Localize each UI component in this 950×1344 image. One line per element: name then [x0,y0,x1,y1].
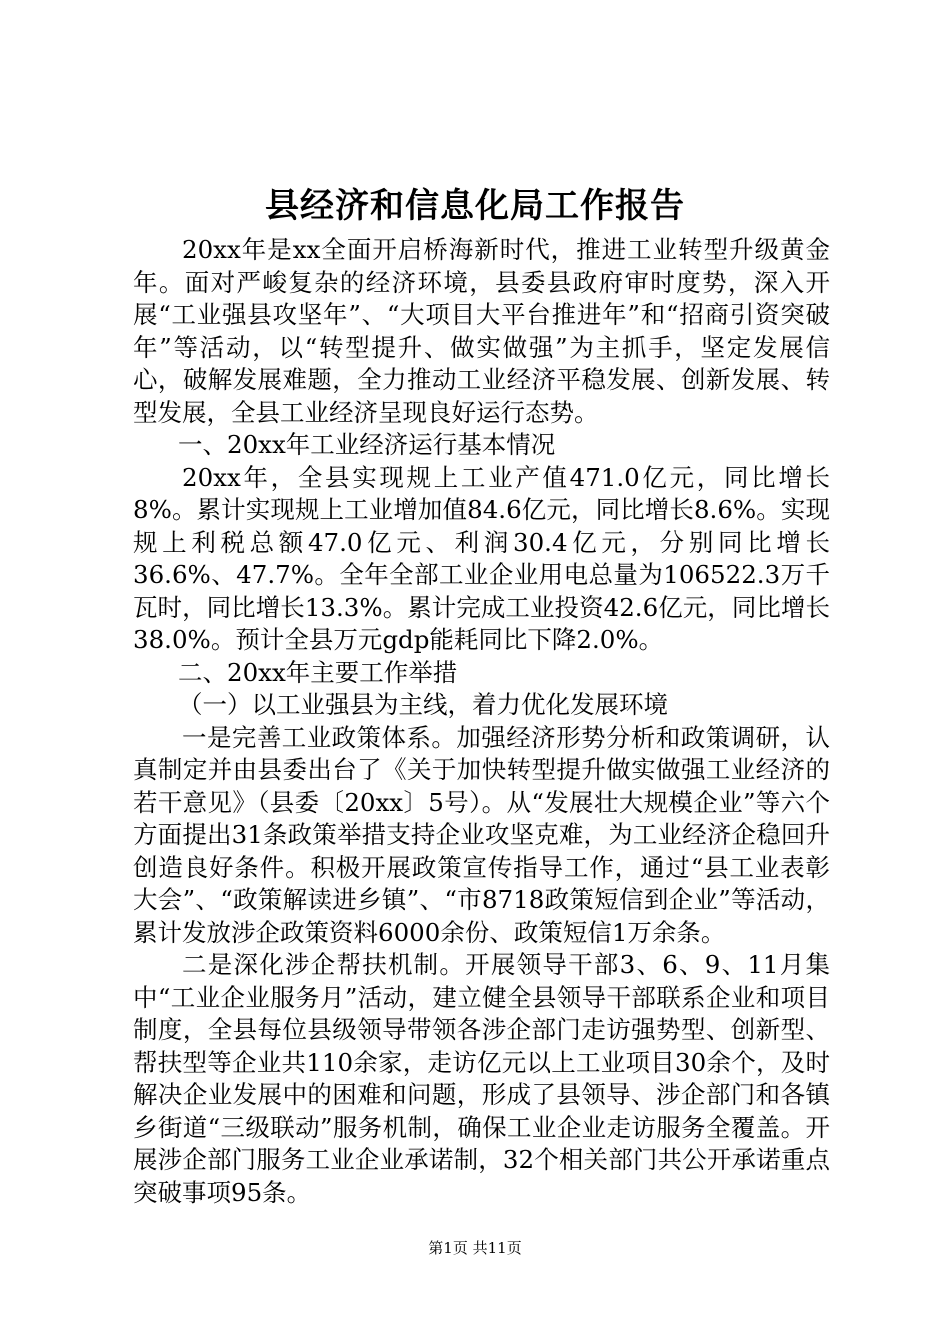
section-heading-2: 二、20xx年主要工作举措 [178,657,458,687]
policy-system-paragraph: 一是完善工业政策体系。加强经济形势分析和政策调研，认真制定并由县委出台了《关于加快转型提升做实做强工业经济的若干意见》（县委〔20xx〕5号）。从“发展壮大规模企业”等六个方面提出31条政策举措支持企业攻坚克难，为工业经济企稳回升创造良好条件。积极开展政策宣传指导工作，通过“县工业表彰大会”、“政策解读进乡镇”、“市8718政策短信到企业”等活动，累计发放涉企政策资料6000余份、政策短信1万余条。 [133,722,830,947]
subsection-heading-1: （一）以工业强县为主线，着力优化发展环境 [178,690,668,719]
enterprise-support-paragraph: 二是深化涉企帮扶机制。开展领导干部3、6、9、11月集中“工业企业服务月”活动，建立健全县领导干部联系企业和项目制度，全县每位县级领导带领各涉企部门走访强势型、创新型、帮扶型等企业共110余家，走访亿元以上工业项目30余个，及时解决企业发展中的困难和问题，形成了县领导、涉企部门和各镇乡街道“三级联动”服务机制，确保工业企业走访服务全覆盖。开展涉企部门服务工业企业承诺制，32个相关部门共公开承诺重点突破事项95条。 [133,950,830,1207]
document-title: 县经济和信息化局工作报告 [265,186,685,226]
intro-paragraph: 20xx年是xx全面开启桥海新时代，推进工业转型升级黄金年。面对严峻复杂的经济环境，县委县政府审时度势，深入开展“工业强县攻坚年”、“大项目大平台推进年”和“招商引资突破年”等活动，以“转型提升、做实做强”为主抓手，坚定发展信心，破解发展难题，全力推动工业经济平稳发展、创新发展、转型发展，全县工业经济呈现良好运行态势。 [133,235,830,427]
page-footer: 第1页 共11页 [428,1239,522,1257]
section-heading-1: 一、20xx年工业经济运行基本情况 [178,430,556,459]
document-body [133,234,830,1209]
economic-stats-paragraph: 20xx年，全县实现规上工业产值471.0亿元，同比增长8%。累计实现规上工业增加值84.6亿元，同比增长8.6%。实现规上利税总额47.0亿元、利润30.4亿元，分别同比增长36.6%、47.7%。全年全部工业企业用电总量为106522.3万千瓦时，同比增长13.3%。累计完成工业投资42.6亿元，同比增长38.0%。预计全县万元gdp能耗同比下降2.0%。 [133,462,830,654]
